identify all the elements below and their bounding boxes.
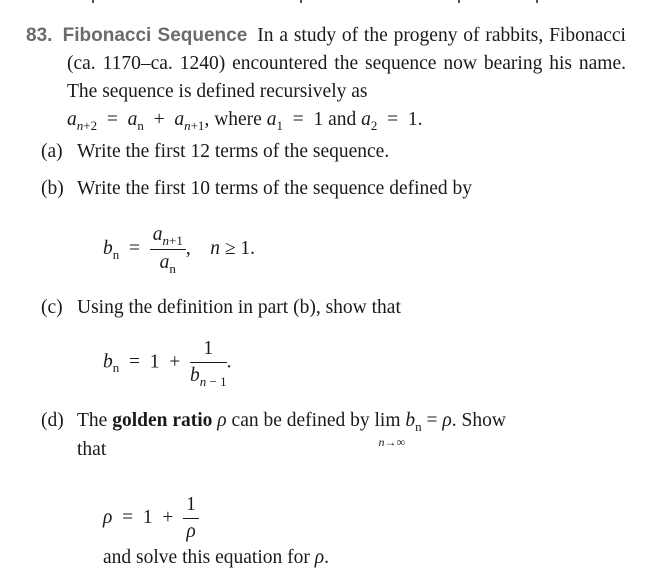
part-d-closing: and solve this equation for ρ.	[103, 547, 329, 568]
part-d-text: The golden ratio ρ can be defined by lim n→∞ $b_n = \rho$. Show	[77, 407, 626, 436]
part-b-text: Write the first 10 terms of the sequence defined by	[77, 178, 473, 199]
a1-value: 1	[313, 109, 324, 130]
part-d-text-2: can be defined by	[231, 410, 370, 431]
part-d-label: (d)	[41, 410, 64, 431]
a2-value: 1.	[407, 109, 423, 130]
part-a-text: Write the first 12 terms of the sequence.	[77, 141, 390, 162]
part-c-text: Using the definition in part (b), show that	[77, 297, 401, 318]
recursion-formula: $a_{n+2} = a_n + a_{n+1}$, where $a_1 = 1$ and $a_2 = 1$.	[67, 109, 423, 133]
part-b-label: (b)	[41, 178, 64, 199]
lim-under: n→∞	[378, 435, 406, 449]
where-text: , where	[204, 109, 262, 130]
top-rule	[0, 0, 652, 6]
equation-rho: ρ = 1 + $\frac{1}{\rho}$	[103, 494, 199, 543]
problem-intro	[26, 22, 626, 134]
problem-83	[26, 22, 626, 568]
golden-ratio-term: golden ratio	[112, 410, 213, 431]
equation-bn-recursive: $b_n = 1$ + $\frac{1}{b_{n - 1}}$ .	[103, 338, 232, 389]
problem-heading	[26, 25, 257, 46]
part-b	[41, 175, 626, 209]
lim-text: lim	[374, 410, 401, 431]
a2-sub: 2	[370, 118, 378, 133]
part-c	[41, 294, 626, 322]
part-c-label: (c)	[41, 297, 63, 318]
part-a-label: (a)	[41, 141, 63, 162]
part-d-text-1: The	[77, 410, 108, 431]
part-a	[41, 138, 626, 172]
problem-title: Fibonacci Sequence	[62, 25, 248, 46]
show-text: Show	[461, 410, 506, 431]
part-d	[41, 407, 626, 464]
part-d-that: that	[77, 439, 107, 460]
problem-number: 83.	[26, 25, 53, 46]
and-text: and	[328, 109, 357, 130]
limit-expression	[374, 407, 406, 449]
equation-bn-definition: $b_n$ = $\frac{a_{n+1}}{a_n}$ , n ≥ 1.	[103, 224, 256, 276]
intro-text: In a study of the progeny of rabbits, Fibonacci (ca. 1170–ca. 1240) encountered the sequence now bearing his name. The sequence is defined recursively as	[67, 25, 626, 102]
